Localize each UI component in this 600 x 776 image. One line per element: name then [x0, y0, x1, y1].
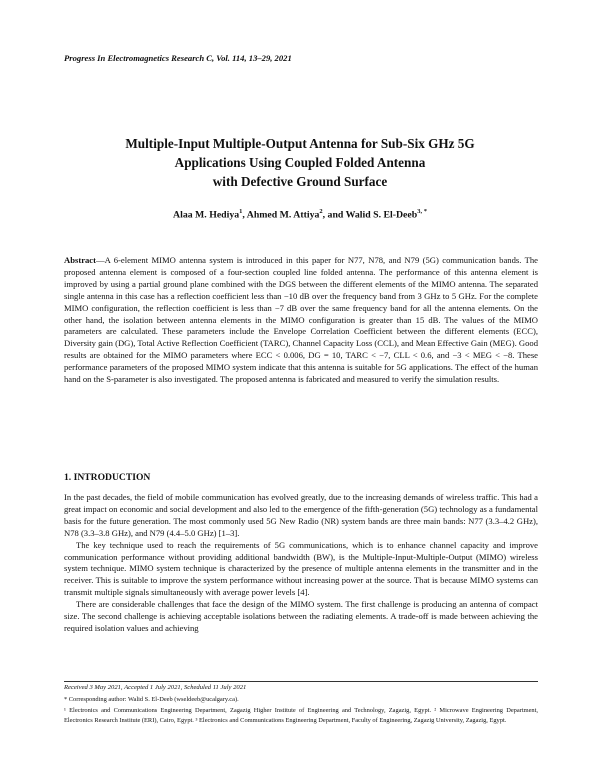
title-line-2: Applications Using Coupled Folded Antenna — [174, 155, 426, 170]
author-2: Ahmed M. Attiya — [246, 209, 320, 221]
author-separator: , — [242, 209, 247, 221]
paper-title — [70, 134, 530, 191]
corresponding-author-note: * Corresponding author: Walid S. El-Deeb (wseldeeb@ucalgary.ca). — [64, 696, 239, 703]
paragraph: The key technique used to reach the requirements of 5G communications, which is to enhance channel capacity and improve communication performance without providing additional bandwidth (BW), is the Multiple-Input-Multiple-Output (MIMO) wireless system technique. MIMO system technique is characterized by the presence of multiple antenna elements in the transmitter and in the receiver. This is suitable to improve the system performance without increasing power at the source. That is because MIMO systems can transmit multiple signals simultaneously with average power levels [4]. — [64, 539, 538, 598]
author-1-affiliation: 1 — [239, 208, 243, 215]
paragraph: In the past decades, the field of mobile communication has evolved greatly, due to the increasing demands of wireless traffic. This had a great impact on economic and social development and also led to the emergence of the fifth-generation (5G) technology as a fundamental basis for the future generation. The most commonly used 5G New Radio (NR) system bands are three main bands: N77 (3.3–4.2 GHz), N78 (3.3–3.8 GHz), and N79 (4.4–5.0 GHz) [1–3]. — [64, 492, 538, 538]
introduction-body — [64, 492, 538, 635]
author-1: Alaa M. Hediya — [173, 209, 240, 221]
abstract — [64, 255, 538, 386]
section-heading-introduction: 1. INTRODUCTION — [64, 472, 151, 483]
author-separator: , and — [322, 209, 346, 221]
footnotes — [64, 695, 538, 727]
received-dates: Received 3 May 2021, Accepted 1 July 2021, Scheduled 11 July 2021 — [64, 684, 247, 691]
journal-header: Progress In Electromagnetics Research C, Vol. 114, 13–29, 2021 — [64, 53, 292, 63]
author-3: Walid S. El-Deeb — [345, 209, 418, 221]
title-line-3: with Defective Ground Surface — [212, 174, 388, 189]
title-line-1: Multiple-Input Multiple-Output Antenna for Sub-Six GHz 5G — [125, 136, 475, 151]
author-2-affiliation: 2 — [319, 208, 323, 215]
abstract-label: Abstract — [64, 255, 96, 265]
affiliations-note: ¹ Electronics and Communications Engineering Department, Zagazig Higher Institute of Engineering and Technology, Zagazig, Egypt. ² Microwave Engineering Department, Electronics Research Institute (ERI), Cairo, Egypt. ³ Electronics and Communications Engineering Department, Faculty of Engineering, Zagazig University, Zagazig, Egypt. — [64, 706, 538, 724]
footnote-divider — [64, 681, 538, 682]
paragraph: There are considerable challenges that face the design of the MIMO system. The first challenge is producing an antenna of compact size. The second challenge is achieving acceptable isolations between the radiating elements. A trade-off is made between achieving the required isolation values and achieving — [64, 599, 538, 633]
author-3-affiliation: 3, * — [417, 208, 427, 215]
abstract-text: —A 6-element MIMO antenna system is introduced in this paper for N77, N78, and N79 (5G) communication bands. The proposed antenna element is composed of a four-section coupled line folded antenna. The performance of this antenna element is improved by using a partial ground plane combined with the DGS between the different elements of the MIMO antenna. The separated single antenna in this case has a reflection coefficient less than −10 dB over the frequency band from 3 GHz to 5 GHz. For the complete MIMO configuration, the reflection coefficient is less than −7 dB over the same frequency band for all the antenna elements. On the other hand, the isolation between antenna elements in the MIMO configuration is greater than 15 dB. The values of the MIMO parameters are calculated. These parameters include the Envelope Correlation Coefficient between the different elements (ECC), Diversity gain (DG), Total Active Reflection Coefficient (TARC), Channel Capacity Loss (CCL), and Mean Effective Gain (MEG). Good results are obtained for the MIMO parameters where ECC < 0.006, DG = 10, TARC < −7, CLL < 0.6, and −3 < MEG < −8. These performance parameters of the proposed MIMO system indicate that this antenna is suitable for 5G applications. The effect of the human hand on the S-parameter is also investigated. The proposed antenna is fabricated and measured to verify the simulation results. — [64, 255, 538, 385]
author-list — [60, 208, 540, 220]
